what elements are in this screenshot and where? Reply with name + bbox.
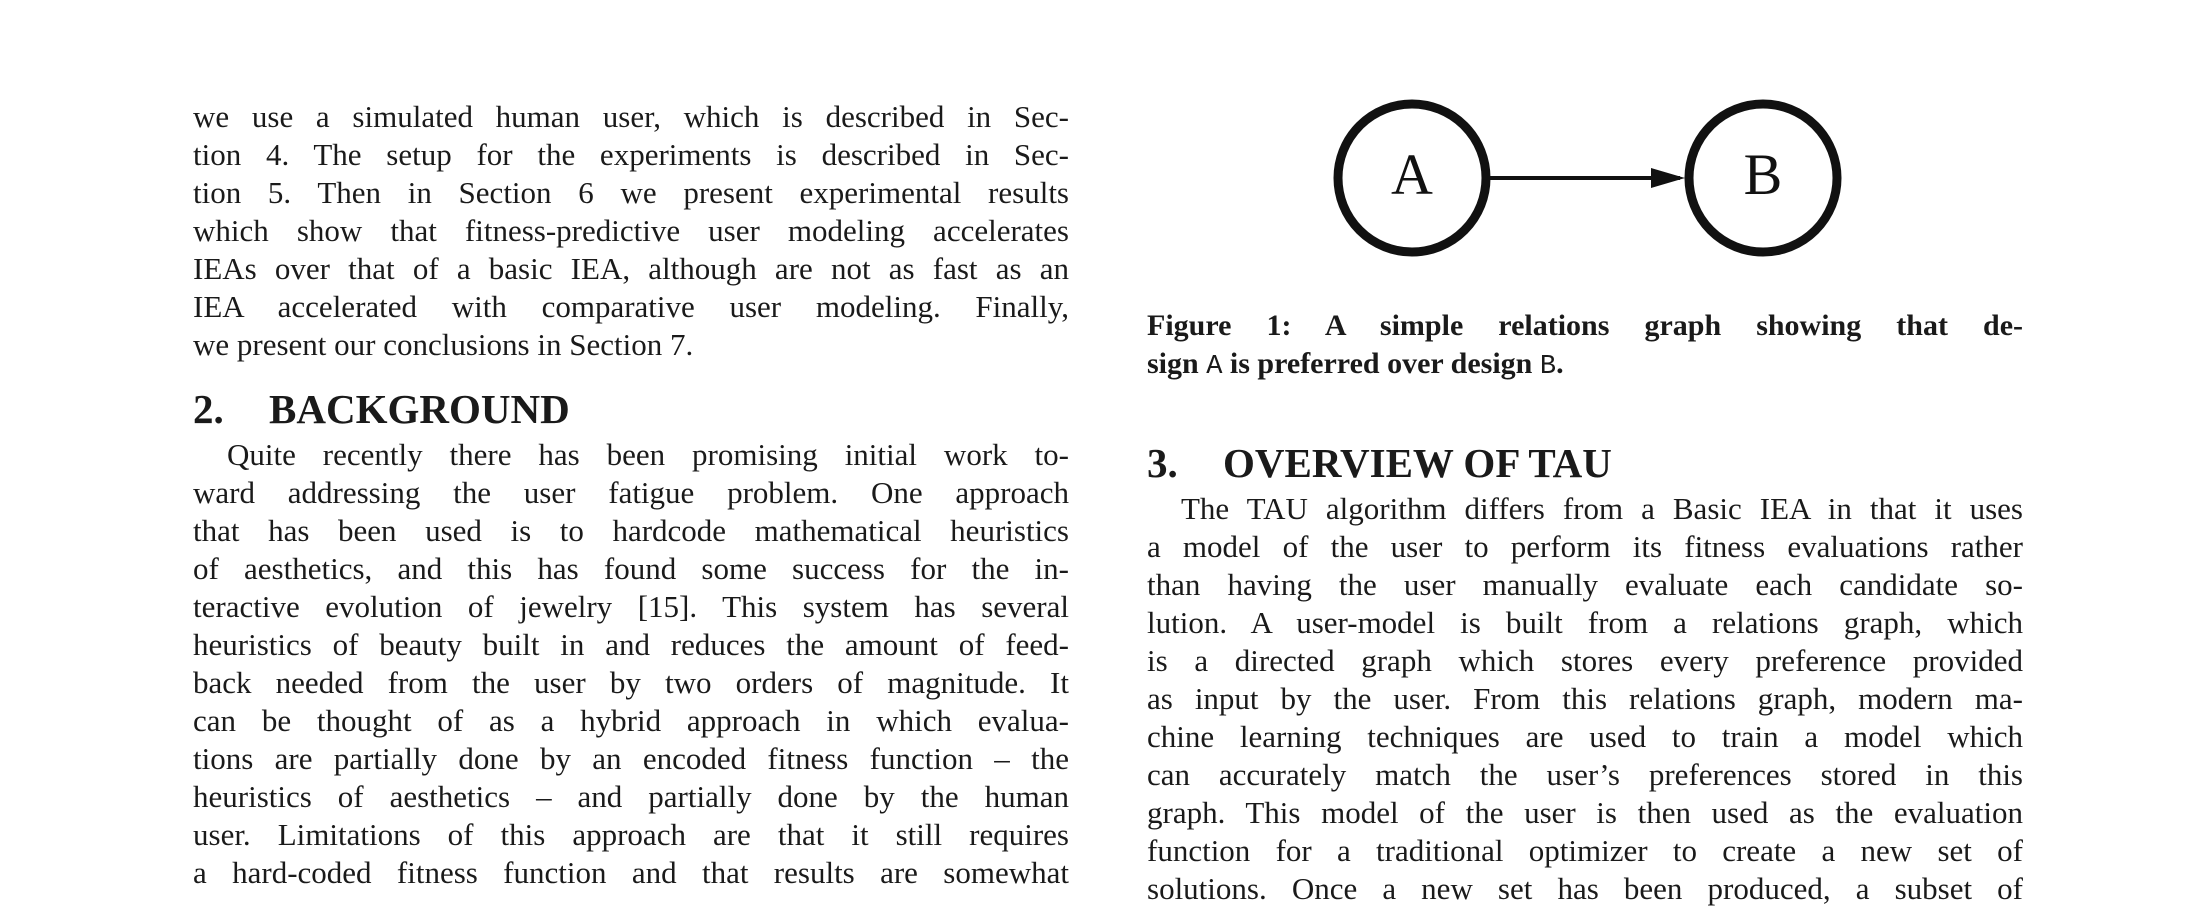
right-column	[1147, 0, 2023, 906]
background-paragraph	[193, 436, 1069, 892]
text-line: tion 4. The setup for the experiments is described in Sec-	[193, 137, 1069, 172]
text-line: can accurately match the user’s preferences stored in this	[1147, 757, 2023, 792]
caption-line-2: sign A is preferred over design B.	[1147, 347, 1564, 382]
text-line: tions are partially done by an encoded fitness function – the	[193, 741, 1069, 776]
text-line: as input by the user. From this relations graph, modern ma-	[1147, 681, 2023, 716]
section-3	[1147, 438, 2023, 908]
text-line: tion 5. Then in Section 6 we present experimental results	[193, 175, 1069, 210]
text-line: of aesthetics, and this has found some success for the in-	[193, 551, 1069, 586]
text-line: solutions. Once a new set has been produced, a subset of	[1147, 871, 2023, 906]
text-line: back needed from the user by two orders of magnitude. It	[193, 665, 1069, 700]
text-line: a hard-coded fitness function and that results are somewhat	[193, 855, 1069, 890]
text-line: user. Limitations of this approach are that it still requires	[193, 817, 1069, 852]
text-line: heuristics of aesthetics – and partially done by the human	[193, 779, 1069, 814]
text-line: that has been used is to hardcode mathematical heuristics	[193, 513, 1069, 548]
section-number: 3.	[1147, 440, 1178, 486]
section-title: OVERVIEW OF TAU	[1223, 440, 1612, 486]
text-line: which show that fitness-predictive user modeling accelerates	[193, 213, 1069, 248]
section-number: 2.	[193, 386, 224, 432]
text-line: we present our conclusions in Section 7.	[193, 327, 694, 362]
section-2-heading	[193, 384, 1069, 434]
text-line: is a directed graph which stores every preference provided	[1147, 643, 2023, 678]
text-line: chine learning techniques are used to train a model which	[1147, 719, 2023, 754]
graph-node-a	[1338, 104, 1486, 252]
caption-code-b: B	[1539, 352, 1557, 382]
text-line: a model of the user to perform its fitness evaluations rather	[1147, 529, 2023, 564]
text-line: we use a simulated human user, which is described in Sec-	[193, 99, 1069, 134]
text-line: function for a traditional optimizer to create a new set of	[1147, 833, 2023, 868]
relations-graph-figure	[1147, 0, 2023, 290]
text-line: graph. This model of the user is then used as the evaluation	[1147, 795, 2023, 830]
caption-line-1: Figure 1: A simple relations graph showing that de-	[1147, 309, 2023, 342]
text-line: IEA accelerated with comparative user modeling. Finally,	[193, 289, 1069, 324]
text-line: heuristics of beauty built in and reduces the amount of feed-	[193, 627, 1069, 662]
left-column	[193, 98, 1069, 892]
text-line: than having the user manually evaluate each candidate so-	[1147, 567, 2023, 602]
overview-paragraph	[1147, 490, 2023, 908]
intro-paragraph	[193, 98, 1069, 364]
text-line: Quite recently there has been promising initial work to-	[227, 437, 1069, 472]
graph-node-b	[1689, 104, 1837, 252]
text-line: teractive evolution of jewelry [15]. This system has several	[193, 589, 1069, 624]
text-line: IEAs over that of a basic IEA, although are not as fast as an	[193, 251, 1069, 286]
caption-code-a: A	[1206, 352, 1223, 382]
node-a-label: A	[1391, 142, 1433, 207]
text-line: can be thought of as a hybrid approach in which evalua-	[193, 703, 1069, 738]
figure-caption	[1147, 307, 2023, 383]
section-title: BACKGROUND	[269, 386, 570, 432]
arrowhead-icon	[1651, 168, 1685, 188]
text-line: The TAU algorithm differs from a Basic IEA in that it uses	[1181, 491, 2023, 526]
text-line: lution. A user-model is built from a relations graph, which	[1147, 605, 2023, 640]
section-3-heading	[1147, 438, 2023, 488]
text-line: ward addressing the user fatigue problem. One approach	[193, 475, 1069, 510]
node-b-label: B	[1743, 142, 1783, 207]
